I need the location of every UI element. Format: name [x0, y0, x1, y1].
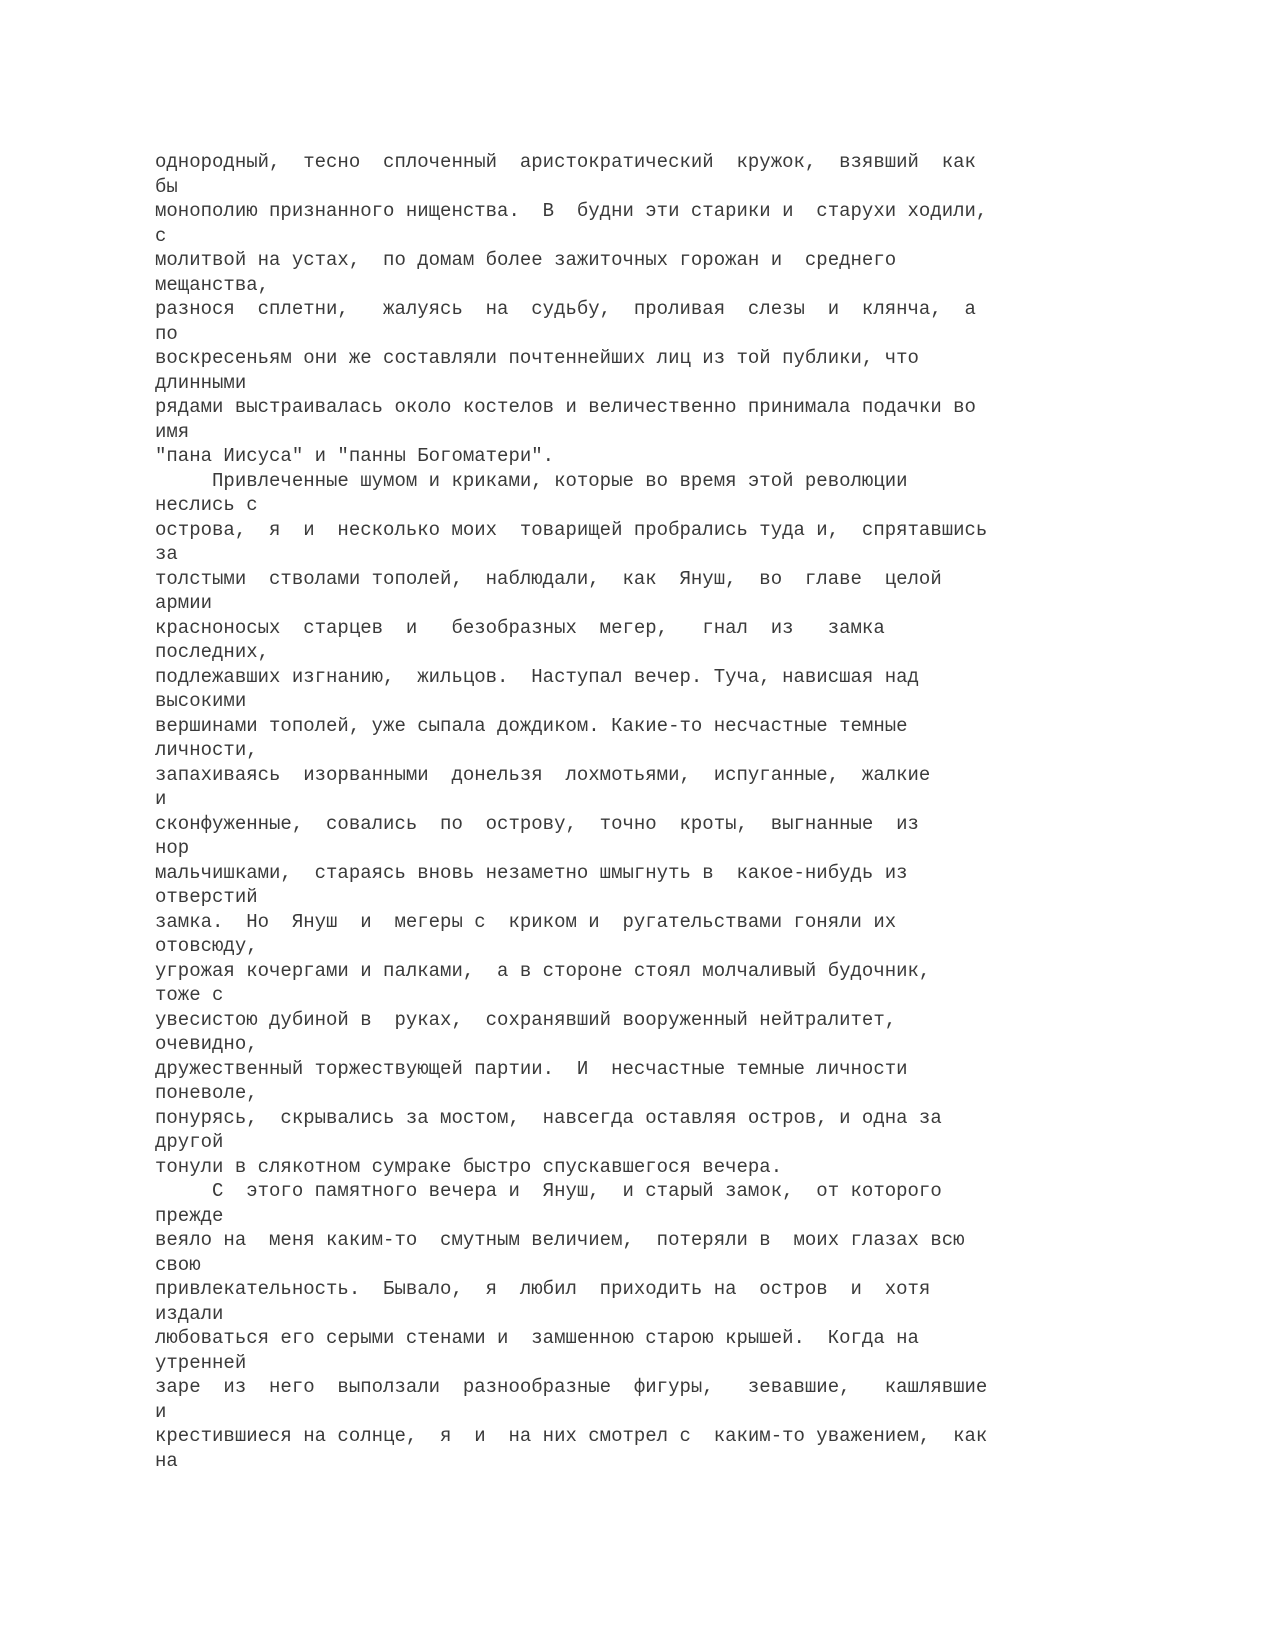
- text-line: подлежавших изгнанию, жильцов. Наступал вечер. Туча, нависшая над: [155, 665, 919, 688]
- text-line: отовсюду,: [155, 935, 258, 957]
- text-line: по: [155, 322, 178, 345]
- text-line: заре из него выползали разнообразные фигуры, зевавшие, кашлявшие: [155, 1376, 988, 1398]
- text-line: крестившиеся на солнце, я и на них смотрел с каким-то уважением, как: [155, 1425, 988, 1447]
- text-line: красноносых старцев и безобразных мегер, гнал из замка: [155, 616, 885, 639]
- text-line: однородный, тесно сплоченный аристократический кружок, взявший как: [155, 151, 976, 173]
- text-line: замка. Но Януш и мегеры с криком и ругательствами гоняли их: [155, 910, 897, 933]
- text-line: молитвой на устах, по домам более зажиточных горожан и среднего: [155, 249, 897, 271]
- text-line: дружественный торжествующей партии. И несчастные темные личности: [155, 1057, 908, 1080]
- text-line: веяло на меня каким-то смутным величием, потеряли в моих глазах всю: [155, 1229, 965, 1251]
- text-line: мальчишками, стараясь вновь незаметно шмыгнуть в какое-нибудь из: [155, 861, 908, 884]
- text-line: монополию признанного нищенства. В будни эти старики и старухи ходили,: [155, 200, 988, 222]
- document-text: [155, 150, 1155, 1473]
- text-line: "пана Иисуса" и "панны Богоматери".: [155, 445, 555, 467]
- text-line: сконфуженные, совались по острову, точно кроты, выгнанные из: [155, 812, 919, 835]
- text-line: воскресеньям они же составляли почтеннейших лиц из той публики, что: [155, 347, 919, 369]
- text-line: свою: [155, 1253, 201, 1276]
- text-line: бы: [155, 175, 178, 198]
- text-line: очевидно,: [155, 1033, 258, 1055]
- text-line: тоже с: [155, 984, 224, 1006]
- text-line: и: [155, 1400, 167, 1423]
- text-line: поневоле,: [155, 1082, 258, 1104]
- text-line: длинными: [155, 371, 247, 394]
- text-line: на: [155, 1449, 178, 1472]
- text-line: угрожая кочергами и палками, а в стороне стоял молчаливый будочник,: [155, 959, 931, 982]
- text-line: армии: [155, 592, 213, 614]
- text-line: с: [155, 224, 167, 247]
- text-line: неслись с: [155, 494, 258, 516]
- text-line: прежде: [155, 1204, 224, 1227]
- text-line: любоваться его серыми стенами и замшенною старою крышей. Когда на: [155, 1327, 919, 1349]
- text-line: вершинами тополей, уже сыпала дождиком. Какие-то несчастные темные: [155, 714, 908, 737]
- text-line: издали: [155, 1302, 224, 1325]
- text-line: личности,: [155, 739, 258, 761]
- text-line: понурясь, скрывались за мостом, навсегда оставляя остров, и одна за: [155, 1106, 942, 1129]
- text-line: толстыми стволами тополей, наблюдали, как Януш, во главе целой: [155, 567, 942, 590]
- text-line: рядами выстраивалась около костелов и величественно принимала подачки во: [155, 396, 976, 418]
- text-line: острова, я и несколько моих товарищей пробрались туда и, спрятавшись: [155, 518, 988, 541]
- text-line: утренней: [155, 1351, 247, 1374]
- text-line: и: [155, 788, 167, 810]
- text-line: имя: [155, 420, 190, 443]
- text-line: увесистою дубиной в руках, сохранявший вооруженный нейтралитет,: [155, 1008, 897, 1031]
- text-line: Привлеченные шумом и криками, которые во время этой революции: [155, 469, 908, 492]
- text-line: привлекательность. Бывало, я любил приходить на остров и хотя: [155, 1278, 931, 1300]
- text-line: нор: [155, 837, 190, 859]
- text-line: разнося сплетни, жалуясь на судьбу, проливая слезы и клянча, а: [155, 298, 976, 320]
- text-line: отверстий: [155, 886, 258, 908]
- text-line: за: [155, 543, 178, 565]
- text-line: другой: [155, 1131, 224, 1153]
- text-line: высокими: [155, 690, 247, 712]
- text-line: тонули в слякотном сумраке быстро спускавшегося вечера.: [155, 1155, 783, 1178]
- text-line: последних,: [155, 641, 270, 663]
- text-line: С этого памятного вечера и Януш, и старый замок, от которого: [155, 1180, 942, 1202]
- text-line: запахиваясь изорванными донельзя лохмотьями, испуганные, жалкие: [155, 763, 931, 786]
- text-line: мещанства,: [155, 273, 270, 296]
